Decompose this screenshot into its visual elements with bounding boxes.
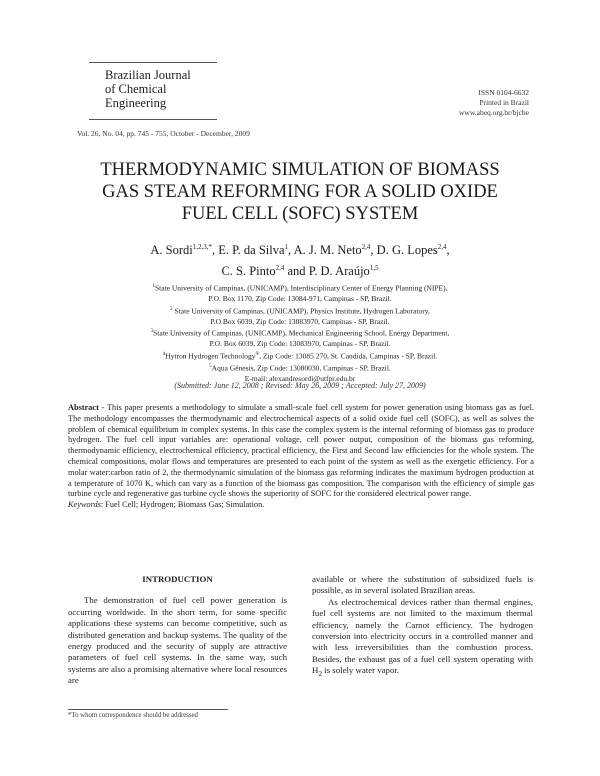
affiliation-text: , Zip Code: 13085 270, St. Candida, Campinas - SP, Brazil.: [259, 351, 438, 360]
author-name: A. J. M. Neto: [293, 243, 362, 258]
journal-website-link[interactable]: www.abeq.org.br/bjche: [459, 108, 529, 117]
affiliation-sup: 1: [152, 284, 155, 289]
footnote-divider: [68, 709, 228, 710]
author-name: P. D. Araújo: [308, 264, 370, 279]
title-line: GAS STEAM REFORMING FOR A SOLID OXIDE: [102, 182, 498, 202]
journal-name-box: [89, 62, 217, 120]
author-line: [100, 259, 500, 280]
title-line: FUEL CELL (SOFC) SYSTEM: [181, 204, 419, 224]
column-right: [312, 574, 533, 679]
affiliation-text: State University of Campinas, (UNICAMP), Mechanical Engineering School, Energy Department,: [153, 328, 450, 338]
affiliation-sup: 2: [170, 306, 173, 312]
journal-name: [105, 68, 215, 110]
affiliation-line: P.O. Box 1170, Zip Code: 13084-971, Campinas - SP, Brazil.: [208, 294, 392, 303]
affiliation-sup: 3: [150, 329, 154, 334]
abstract-text: - This paper presents a methodology to simulate a small-scale fuel cell system for power generation using biomass gas as fuel. The methodology encompasses the thermodynamic and electrochemical aspects of a solid oxide fuel cell (SOFC), as well as solves the problem of chemical equilibrium in complex systems. In this case the complex system is the internal reforming of biomass gas to produce hydrogen. The fuel cell input variables are: operational voltage, cell power output, composition of the biomass gas reforming, thermodynamic efficiency, electrochemical efficiency, practical efficiency, the First and Second law efficiencies for the whole system. The chemical compositions, molar flows and temperatures are presented to each point of the system as well as the exergetic efficiency. For a molar water:carbon ratio of 2, the thermodynamic simulation of the biomass gas reforming indicates the maximum hydrogen production at a temperature of 1070 K, which can vary as a function of the biomass gas composition. The comparison with the efficiency of simple gas turbine cycle and regenerative gas turbine cycle shows the superiority of SOFC for the considered electrical power range.: [68, 403, 534, 499]
registered-mark: ®: [255, 351, 260, 357]
section-heading: INTRODUCTION: [142, 574, 213, 584]
author-affil-sup: 2,4: [361, 243, 371, 251]
author-name: D. G. Lopes: [376, 243, 438, 258]
author-name: E. P. da Silva: [218, 243, 285, 258]
footnote: *To whom correspondence should be addressed: [68, 712, 198, 719]
affiliation-line: [100, 282, 500, 294]
journal-name-line: of Chemical: [105, 82, 167, 96]
author-line: A. Sordi$^{1,2,3,*}$, E. P. da Silva$^1$, A. J. M. Neto$^{2,4}$, D. G. Lopes$^{2,4}$,: [150, 243, 450, 258]
volume-line: Vol. 26, No. 04, pp. 745 - 755, October - December, 2009: [77, 129, 250, 138]
affiliation-line: P.O. Box 6039, Zip Code: 13083970, Campinas - SP, Brazil.: [209, 339, 391, 348]
intro-paragraph-continued: available or where the substitution of subsidized fuels is possible, as in several isolated Brazilian areas.: [312, 574, 533, 596]
author-email-link[interactable]: E-mail: alexandresordi@utfpr.edu.br: [244, 373, 356, 383]
paper-title: [60, 159, 540, 225]
affiliation-text: State University of Campinas, (UNICAMP), Interdisciplinary Center of Energy Planning (NIPE),: [154, 283, 448, 293]
abstract-body: [68, 403, 534, 500]
issn-number: ISSN 0104-6632: [478, 88, 529, 97]
author-joiner: and: [287, 264, 306, 279]
issn-block: [459, 88, 529, 118]
column-left: [68, 574, 287, 687]
title-line: THERMODYNAMIC SIMULATION OF BIOMASS: [100, 160, 500, 180]
affiliation-sup: 5: [209, 363, 212, 369]
abstract-label: Abstract: [68, 403, 99, 412]
affiliation-line: [100, 327, 500, 339]
affiliation-text: Aqua Gênesis, Zip Code: 13080030, Campinas - SP, Brazil.: [211, 363, 391, 372]
keywords: [68, 500, 534, 511]
author-affil-sup: 1,2,3,*: [192, 243, 212, 251]
intro-paragraph: The demonstration of fuel cell power generation is occurring worldwide. In the short term, for some specific applications these systems can become competitive, such as distributed generation and backup systems. The quality of the energy produced and the security of supply are attractive parameters of fuel cell systems. In the same way, such systems are also a promising alternative where local resources are: [68, 595, 287, 686]
author-affil-sup: 2,4: [275, 264, 285, 273]
author-affil-sup: 2,4: [437, 243, 447, 251]
affiliation-line: [100, 350, 500, 362]
author-affil-sup: 1,5: [369, 264, 379, 273]
affiliation-line: P.O.Box 6039, Zip Code: 13083970, Campinas - SP, Brazil.: [210, 316, 390, 326]
author-affil-sup: 1: [284, 243, 289, 251]
affiliation-line: [100, 305, 500, 317]
intro-paragraph: [312, 597, 533, 680]
submission-dates: (Submitted: June 12, 2008 ; Revised: May 26, 2009 ; Accepted: July 27, 2009): [174, 381, 426, 390]
keywords-text: : Fuel Cell; Hydrogen; Biomass Gas; Simulation.: [100, 500, 265, 510]
journal-name-line: Brazilian Journal: [105, 68, 191, 82]
intro-text: As electrochemical devices rather than thermal engines, fuel cell systems are not limited to the maximum thermal efficiency, namely the Carnot efficiency. The hydrogen conversion into electricity occurs in a controlled manner and with less irreversibilities than the combustion process. Besides, the exhaust gas of a fuel cell system operating with H: [312, 596, 533, 676]
journal-name-line: Engineering: [105, 96, 167, 110]
affiliation-sup: 4: [162, 351, 166, 357]
affiliation-text: Hytron Hydrogen Technology: [165, 351, 256, 360]
author-name: C. S. Pinto: [221, 264, 276, 279]
printed-in: Printed in Brazil: [479, 98, 529, 107]
author-list: [100, 238, 500, 280]
keywords-label: Keywords: [68, 500, 101, 510]
abstract: [68, 403, 534, 511]
affiliations: [100, 282, 500, 384]
author-name: A. Sordi: [150, 243, 193, 258]
intro-text: is solely water vapor.: [322, 665, 399, 676]
affiliation-text: State University of Campinas, (UNICAMP), Physics Institute, Hydrogen Laboratory,: [174, 306, 430, 315]
affiliation-line: [100, 362, 500, 374]
subscript: 2: [318, 669, 323, 678]
